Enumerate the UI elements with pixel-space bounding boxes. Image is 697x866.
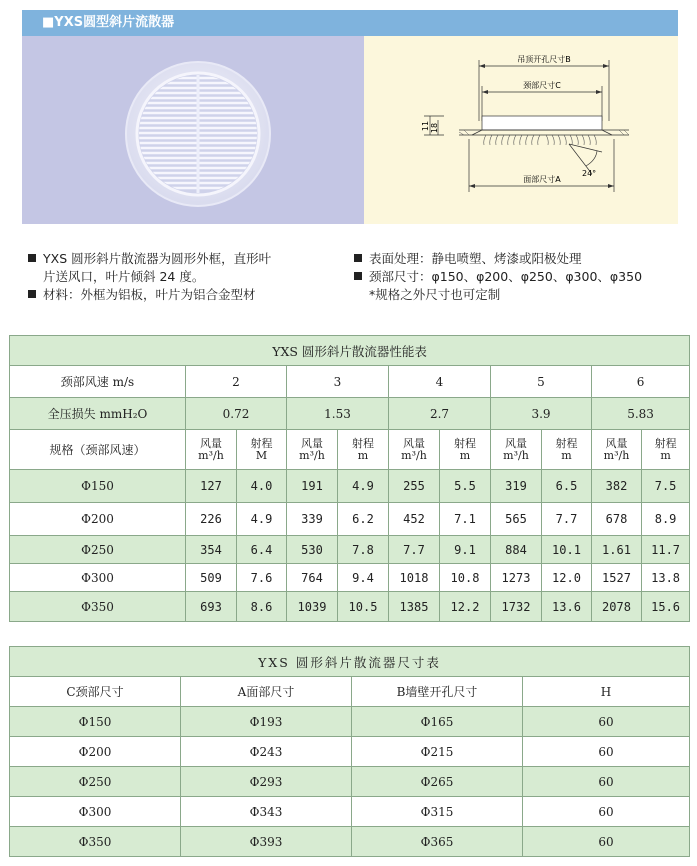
flow-cell: 255 — [389, 470, 440, 503]
throw-cell: 4.9 — [237, 503, 287, 536]
pressure-loss-value: 2.7 — [389, 398, 491, 430]
speed-row — [10, 366, 690, 398]
flow-cell: 191 — [287, 470, 338, 503]
flow-cell: 1018 — [389, 564, 440, 592]
throw-cell: 12.0 — [542, 564, 592, 592]
table-row — [10, 470, 690, 503]
throw-cell: 10.1 — [542, 536, 592, 564]
dim-header: C颈部尺寸 — [10, 677, 181, 707]
flow-cell: 884 — [491, 536, 542, 564]
label-ceiling-opening-b: 吊顶开孔尺寸B — [517, 55, 571, 64]
table-row — [10, 737, 690, 767]
performance-table-title: YXS 圆形斜片散流器性能表 — [10, 336, 690, 366]
flow-cell: 382 — [592, 470, 642, 503]
label-blade-angle: 24° — [582, 169, 597, 178]
flow-header: 风量 m³/h — [389, 430, 440, 470]
throw-cell: 8.6 — [237, 592, 287, 622]
dim-cell: Φ243 — [181, 737, 352, 767]
flow-header: 风量 m³/h — [592, 430, 642, 470]
dim-cell: Φ193 — [181, 707, 352, 737]
column-header-row — [10, 430, 690, 470]
dim-header: B墙壁开孔尺寸 — [352, 677, 523, 707]
label-neck-size-c: 颈部尺寸C — [523, 81, 561, 90]
flow-cell: 1273 — [491, 564, 542, 592]
flow-cell: 1527 — [592, 564, 642, 592]
throw-cell: 9.1 — [440, 536, 491, 564]
flow-header: 风量 m³/h — [491, 430, 542, 470]
bullet-square-icon — [28, 254, 36, 262]
table-row — [10, 536, 690, 564]
dim-cell: 60 — [523, 767, 690, 797]
flow-cell: 226 — [186, 503, 237, 536]
table-row — [10, 797, 690, 827]
dim-cell: 60 — [523, 737, 690, 767]
throw-cell: 7.5 — [642, 470, 690, 503]
flow-cell: 1039 — [287, 592, 338, 622]
throw-cell: 10.8 — [440, 564, 491, 592]
label-face-size-a: 面部尺寸A — [523, 175, 561, 184]
feature-material: 材料：外框为铝板，叶片为铝合金型材 — [28, 286, 271, 304]
flow-cell: 1.61 — [592, 536, 642, 564]
throw-cell: 12.2 — [440, 592, 491, 622]
label-height-11: 11 — [421, 120, 430, 132]
dimension-table-title: YXS 圆形斜片散流器尺寸表 — [10, 647, 690, 677]
throw-cell: 13.6 — [542, 592, 592, 622]
pressure-loss-label: 全压损失 mmH₂O — [10, 398, 186, 430]
throw-cell: 6.4 — [237, 536, 287, 564]
throw-cell: 7.8 — [338, 536, 389, 564]
flow-header: 风量 m³/h — [186, 430, 237, 470]
table-row — [10, 592, 690, 622]
dim-cell: Φ365 — [352, 827, 523, 857]
spec-cell: Φ200 — [10, 503, 186, 536]
throw-header: 射程 M — [237, 430, 287, 470]
dim-cell: Φ265 — [352, 767, 523, 797]
flow-header: 风量 m³/h — [287, 430, 338, 470]
dim-cell: Φ315 — [352, 797, 523, 827]
spec-label: 规格（颈部风速） — [10, 430, 186, 470]
throw-cell: 11.7 — [642, 536, 690, 564]
throw-header: 射程 m — [642, 430, 690, 470]
round-diffuser-image — [22, 36, 364, 224]
dim-cell: Φ343 — [181, 797, 352, 827]
spec-cell: Φ350 — [10, 592, 186, 622]
product-photo-panel — [22, 36, 364, 224]
flow-cell: 764 — [287, 564, 338, 592]
dim-cell: Φ350 — [10, 827, 181, 857]
throw-cell: 10.5 — [338, 592, 389, 622]
feature-description-cont: 片送风口，叶片倾斜 24 度。 — [43, 269, 205, 284]
throw-cell: 5.5 — [440, 470, 491, 503]
throw-cell: 8.9 — [642, 503, 690, 536]
throw-header: 射程 m — [440, 430, 491, 470]
flow-cell: 530 — [287, 536, 338, 564]
dimension-diagram-panel — [364, 36, 678, 224]
speed-value: 3 — [287, 366, 389, 398]
label-height-18: 18 — [430, 122, 439, 134]
table-row — [10, 564, 690, 592]
throw-cell: 6.2 — [338, 503, 389, 536]
pressure-loss-value: 1.53 — [287, 398, 389, 430]
flow-cell: 354 — [186, 536, 237, 564]
bullet-square-icon — [28, 290, 36, 298]
throw-header: 射程 m — [542, 430, 592, 470]
throw-cell: 7.6 — [237, 564, 287, 592]
dim-cell: Φ293 — [181, 767, 352, 797]
dim-cell: 60 — [523, 707, 690, 737]
features-right — [354, 250, 642, 304]
throw-cell: 7.1 — [440, 503, 491, 536]
section-title: ■YXS圆型斜片流散器 — [22, 10, 678, 36]
table-row — [10, 827, 690, 857]
dimension-header-row — [10, 677, 690, 707]
table-row — [10, 503, 690, 536]
table-row — [10, 767, 690, 797]
flow-cell: 7.7 — [389, 536, 440, 564]
pressure-loss-row — [10, 398, 690, 430]
flow-cell: 565 — [491, 503, 542, 536]
throw-cell: 15.6 — [642, 592, 690, 622]
flow-cell: 509 — [186, 564, 237, 592]
throw-cell: 9.4 — [338, 564, 389, 592]
feature-custom-note: *规格之外尺寸也可定制 — [369, 287, 501, 302]
dim-cell: Φ200 — [10, 737, 181, 767]
bullet-square-icon — [354, 254, 362, 262]
flow-cell: 452 — [389, 503, 440, 536]
dimension-diagram — [364, 36, 678, 224]
flow-cell: 693 — [186, 592, 237, 622]
dim-header: A面部尺寸 — [181, 677, 352, 707]
feature-surface: 表面处理：静电喷塑、烤漆或阳极处理 — [354, 250, 642, 268]
throw-cell: 13.8 — [642, 564, 690, 592]
dim-header: H — [523, 677, 690, 707]
performance-table — [9, 335, 690, 622]
flow-cell: 1385 — [389, 592, 440, 622]
dimension-table — [9, 646, 690, 857]
throw-cell: 7.7 — [542, 503, 592, 536]
table-row — [10, 707, 690, 737]
spec-cell: Φ250 — [10, 536, 186, 564]
feature-neck-sizes: 颈部尺寸：φ150、φ200、φ250、φ300、φ350 — [354, 268, 642, 286]
speed-label: 颈部风速 m/s — [10, 366, 186, 398]
speed-value: 2 — [186, 366, 287, 398]
bullet-square-icon — [354, 272, 362, 280]
pressure-loss-value: 0.72 — [186, 398, 287, 430]
dim-cell: Φ215 — [352, 737, 523, 767]
throw-cell: 4.0 — [237, 470, 287, 503]
throw-cell: 6.5 — [542, 470, 592, 503]
dim-cell: Φ150 — [10, 707, 181, 737]
throw-header: 射程 m — [338, 430, 389, 470]
speed-value: 4 — [389, 366, 491, 398]
dim-cell: Φ250 — [10, 767, 181, 797]
flow-cell: 2078 — [592, 592, 642, 622]
pressure-loss-value: 3.9 — [491, 398, 592, 430]
flow-cell: 339 — [287, 503, 338, 536]
dim-cell: Φ393 — [181, 827, 352, 857]
flow-cell: 319 — [491, 470, 542, 503]
flow-cell: 678 — [592, 503, 642, 536]
features-left — [28, 250, 271, 304]
speed-value: 5 — [491, 366, 592, 398]
pressure-loss-value: 5.83 — [592, 398, 690, 430]
speed-value: 6 — [592, 366, 690, 398]
dim-cell: 60 — [523, 827, 690, 857]
dim-cell: 60 — [523, 797, 690, 827]
dim-cell: Φ300 — [10, 797, 181, 827]
flow-cell: 1732 — [491, 592, 542, 622]
dim-cell: Φ165 — [352, 707, 523, 737]
throw-cell: 4.9 — [338, 470, 389, 503]
flow-cell: 127 — [186, 470, 237, 503]
spec-cell: Φ150 — [10, 470, 186, 503]
spec-cell: Φ300 — [10, 564, 186, 592]
feature-description: YXS 圆形斜片散流器为圆形外框，直形叶 — [28, 250, 271, 268]
